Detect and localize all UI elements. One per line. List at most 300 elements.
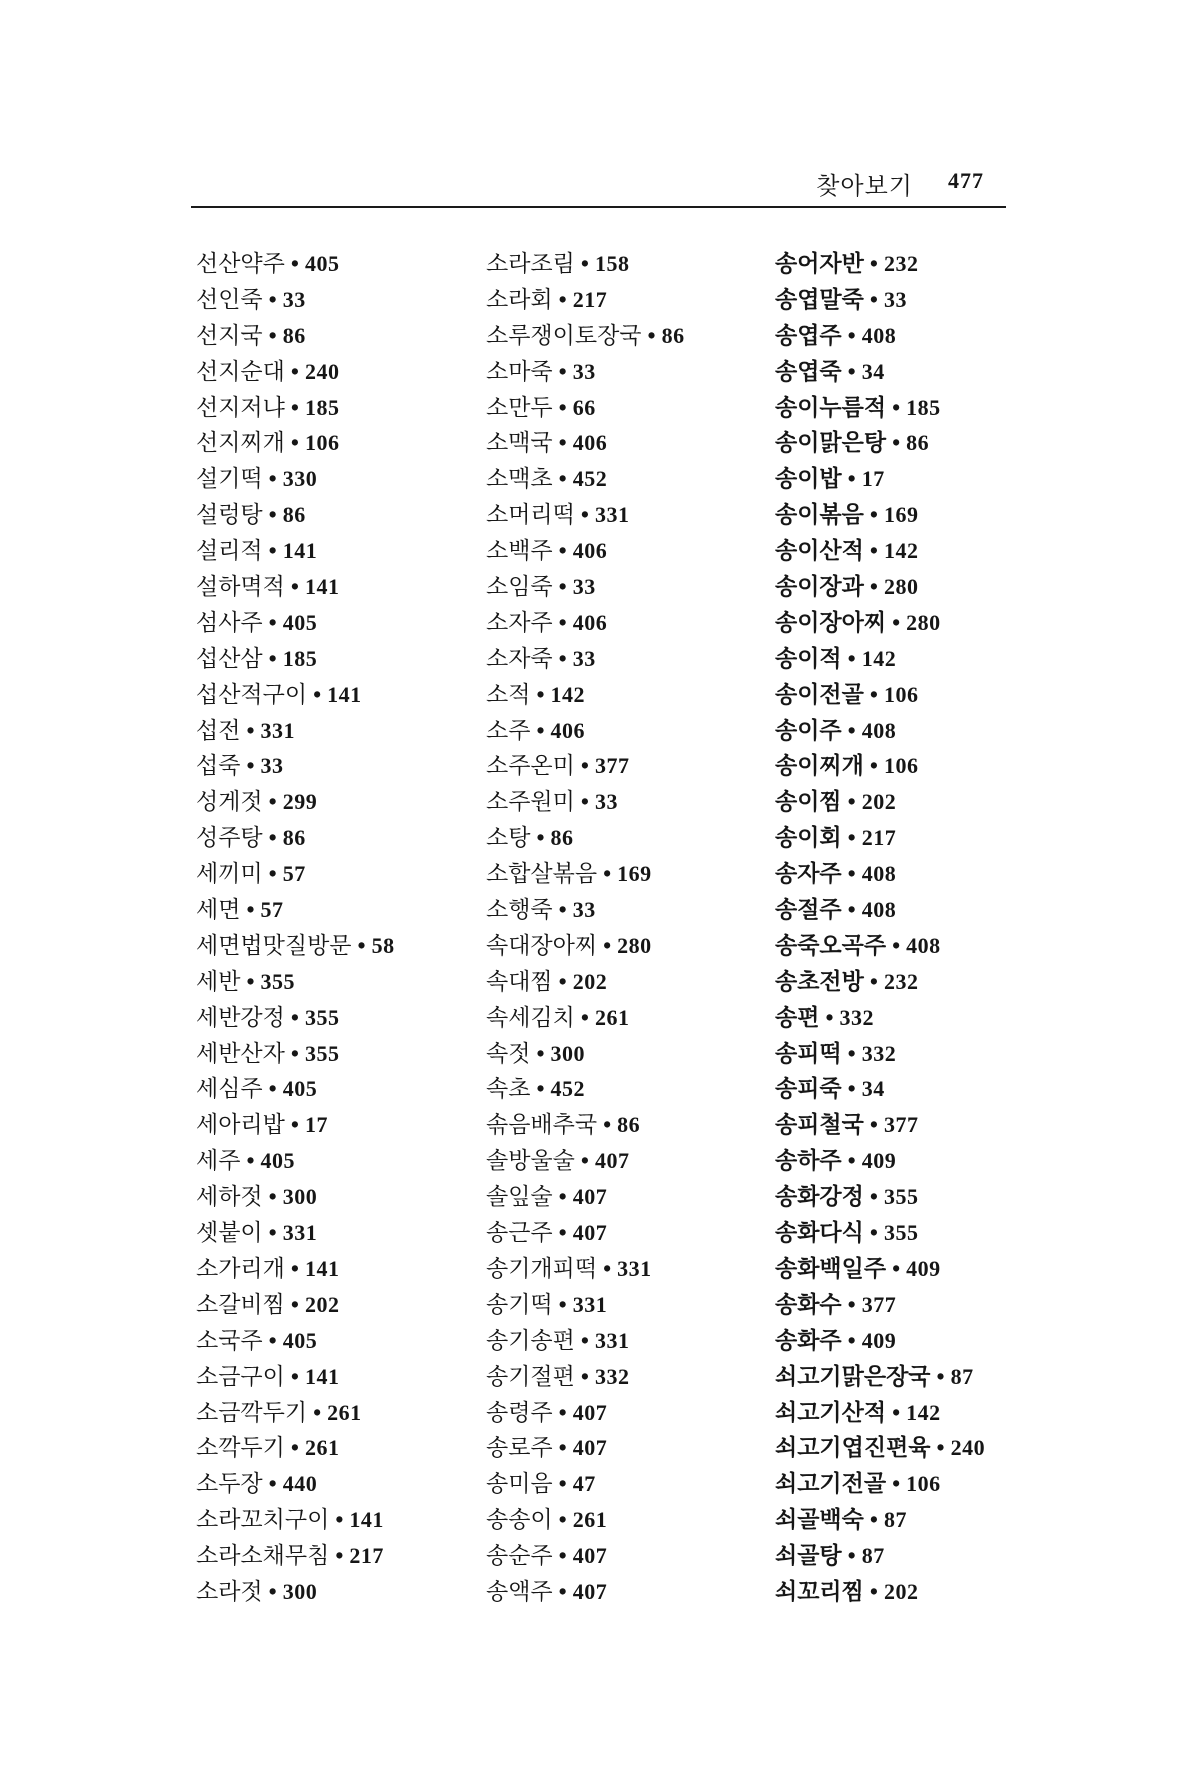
entry-separator: • (558, 538, 567, 564)
entry-page-number: 332 (839, 1004, 874, 1030)
entry-term: 선인죽 (196, 286, 263, 313)
entry-term: 섭전 (196, 717, 241, 744)
entry-separator: • (246, 753, 255, 779)
entry-page-number: 331 (260, 717, 295, 743)
entry-page-number: 141 (327, 681, 362, 707)
entry-page-number: 331 (594, 502, 630, 528)
entry-separator: • (847, 1040, 856, 1066)
entry-separator: • (580, 789, 589, 815)
index-entry (486, 1215, 685, 1251)
entry-page-number: 57 (260, 897, 284, 923)
entry-term: 쇠고기맑은장국 (775, 1362, 931, 1390)
entry-separator: • (536, 1040, 545, 1066)
entry-term: 설렁탕 (196, 502, 263, 529)
entry-page-number: 406 (572, 430, 608, 456)
entry-page-number: 407 (572, 1435, 608, 1461)
entry-separator: • (847, 1076, 856, 1102)
entry-page-number: 185 (906, 394, 941, 420)
entry-separator: • (847, 1148, 856, 1174)
index-entry (775, 390, 985, 426)
entry-separator: • (268, 1220, 277, 1246)
index-entry (486, 892, 685, 928)
index-entry (486, 856, 685, 892)
entry-separator: • (603, 932, 612, 958)
entry-term: 솔방울술 (486, 1148, 575, 1175)
entry-term: 소라젓 (196, 1578, 263, 1605)
entry-separator: • (357, 932, 366, 958)
section-title: 찾아보기 (816, 172, 913, 200)
index-entry (486, 605, 685, 641)
index-entry (486, 784, 685, 820)
entry-separator: • (290, 1291, 299, 1317)
entry-term: 소라소채무침 (196, 1543, 330, 1570)
entry-term: 송자주 (775, 860, 842, 888)
entry-term: 소갈비찜 (196, 1291, 285, 1318)
entry-separator: • (580, 1327, 589, 1353)
entry-page-number: 300 (282, 1184, 318, 1210)
entry-page-number: 280 (883, 574, 919, 600)
entry-separator: • (558, 1507, 567, 1533)
entry-term: 쇠고기산적 (775, 1398, 887, 1426)
entry-term: 송이볶음 (775, 501, 864, 529)
entry-page-number: 355 (304, 1004, 340, 1030)
index-entry (486, 1000, 685, 1036)
entry-term: 송어자반 (775, 250, 864, 277)
index-entry (486, 390, 685, 426)
index-entry (196, 1466, 395, 1502)
entry-separator: • (847, 645, 856, 671)
entry-term: 소가리개 (196, 1255, 285, 1282)
entry-page-number: 141 (304, 574, 340, 600)
index-entry (486, 677, 685, 713)
entry-separator: • (869, 1507, 878, 1533)
entry-separator: • (869, 681, 878, 707)
index-entry (486, 1287, 685, 1323)
entry-page-number: 332 (594, 1363, 630, 1389)
entry-term: 선지국 (196, 322, 263, 349)
entry-term: 송하주 (775, 1147, 842, 1175)
entry-separator: • (246, 717, 255, 743)
entry-separator: • (603, 1255, 612, 1281)
entry-page-number: 406 (572, 538, 608, 564)
entry-separator: • (246, 897, 255, 923)
entry-term: 솎음배추국 (486, 1112, 598, 1139)
entry-page-number: 355 (304, 1040, 340, 1066)
index-entry (486, 964, 685, 1000)
index-entry (775, 1323, 985, 1359)
index-entry (775, 748, 985, 784)
entry-separator: • (869, 1220, 878, 1246)
index-entry (775, 892, 985, 928)
entry-page-number: 232 (883, 968, 919, 994)
entry-separator: • (558, 1291, 567, 1317)
entry-term: 소맥초 (486, 466, 553, 493)
entry-term: 선지찌개 (196, 430, 285, 457)
entry-separator: • (869, 286, 878, 312)
index-entry (486, 1359, 685, 1395)
entry-separator: • (558, 430, 567, 456)
entry-separator: • (335, 1543, 344, 1569)
entry-page-number: 58 (371, 932, 395, 958)
entry-separator: • (313, 1399, 322, 1425)
index-entry (486, 1323, 685, 1359)
entry-term: 세끼미 (196, 861, 263, 888)
index-entry (486, 1502, 685, 1538)
entry-term: 쇠골탕 (775, 1542, 842, 1570)
entry-separator: • (268, 1578, 277, 1604)
entry-term: 송피죽 (775, 1075, 842, 1103)
index-entry (196, 461, 395, 497)
entry-page-number: 33 (572, 358, 596, 384)
entry-page-number: 33 (572, 897, 596, 923)
entry-page-number: 57 (282, 861, 306, 887)
entry-page-number: 330 (282, 466, 318, 492)
entry-term: 송화강정 (775, 1183, 864, 1211)
entry-separator: • (290, 1004, 299, 1030)
entry-term: 세면 (196, 897, 241, 924)
entry-page-number: 232 (883, 251, 919, 276)
entry-page-number: 141 (304, 1363, 340, 1389)
entry-term: 송엽죽 (775, 357, 842, 385)
entry-separator: • (892, 932, 901, 958)
entry-page-number: 355 (260, 968, 295, 994)
index-entry (486, 1395, 685, 1431)
entry-separator: • (580, 1148, 589, 1174)
entry-term: 세반산자 (196, 1040, 285, 1067)
entry-separator: • (892, 1255, 901, 1281)
index-entry (775, 1466, 985, 1502)
entry-page-number: 407 (572, 1399, 608, 1425)
entry-page-number: 33 (572, 645, 596, 671)
index-entry (775, 318, 985, 354)
entry-separator: • (268, 1184, 277, 1210)
entry-separator: • (869, 251, 878, 276)
entry-term: 송기송편 (486, 1327, 575, 1354)
entry-separator: • (847, 825, 856, 851)
entry-page-number: 17 (861, 466, 885, 492)
entry-page-number: 141 (349, 1507, 384, 1533)
index-entry (196, 246, 395, 282)
entry-term: 송이장과 (775, 573, 864, 601)
entry-term: 속초 (486, 1076, 531, 1103)
entry-page-number: 141 (304, 1255, 340, 1281)
index-entry (486, 246, 685, 282)
entry-term: 송기절편 (486, 1363, 575, 1390)
entry-term: 쇠고기엽진편육 (775, 1434, 931, 1462)
index-entry (196, 1323, 395, 1359)
entry-page-number: 34 (861, 358, 885, 384)
entry-term: 속젓 (486, 1040, 531, 1067)
entry-term: 설리적 (196, 538, 263, 565)
entry-term: 송이찌개 (775, 752, 864, 780)
index-entry (775, 246, 985, 282)
entry-separator: • (936, 1435, 945, 1461)
entry-term: 소만두 (486, 394, 553, 421)
index-entry (775, 497, 985, 533)
entry-page-number: 377 (883, 1112, 919, 1138)
entry-separator: • (847, 1291, 856, 1317)
entry-page-number: 407 (572, 1543, 608, 1569)
entry-page-number: 377 (594, 753, 630, 779)
index-entry (775, 1395, 985, 1431)
index-entry (775, 282, 985, 318)
index-column-2 (486, 246, 685, 1610)
index-entry (775, 928, 985, 964)
index-entry (486, 497, 685, 533)
index-entry (775, 1071, 985, 1107)
entry-term: 송편 (775, 1003, 820, 1031)
index-entry (486, 461, 685, 497)
entry-page-number: 34 (861, 1076, 885, 1102)
entry-page-number: 169 (617, 861, 652, 887)
entry-term: 송이주 (775, 716, 842, 744)
index-entry (196, 569, 395, 605)
entry-page-number: 217 (349, 1543, 384, 1569)
index-entry (196, 856, 395, 892)
entry-separator: • (847, 466, 856, 492)
entry-page-number: 66 (572, 394, 596, 420)
entry-term: 송죽오곡주 (775, 931, 887, 959)
index-entry (486, 318, 685, 354)
entry-separator: • (892, 1399, 901, 1425)
entry-term: 송엽말죽 (775, 285, 864, 313)
entry-term: 세하젓 (196, 1184, 263, 1211)
index-entry (775, 713, 985, 749)
entry-page-number: 87 (861, 1543, 885, 1569)
entry-separator: • (869, 502, 878, 528)
entry-term: 셋붙이 (196, 1220, 263, 1247)
index-entry (775, 856, 985, 892)
entry-page-number: 142 (861, 645, 897, 671)
entry-page-number: 106 (883, 753, 919, 779)
index-entry (486, 425, 685, 461)
index-entry (775, 605, 985, 641)
entry-term: 소주 (486, 717, 531, 744)
entry-term: 송피떡 (775, 1039, 842, 1067)
entry-page-number: 377 (861, 1291, 897, 1317)
entry-term: 소라회 (486, 286, 553, 313)
entry-term: 소임죽 (486, 574, 553, 601)
entry-term: 소두장 (196, 1471, 263, 1498)
index-entry (775, 461, 985, 497)
entry-page-number: 405 (260, 1148, 295, 1174)
entry-page-number: 202 (304, 1291, 340, 1317)
entry-page-number: 202 (572, 968, 608, 994)
entry-separator: • (869, 753, 878, 779)
entry-term: 세아리밥 (196, 1112, 285, 1139)
entry-term: 송이산적 (775, 537, 864, 565)
entry-page-number: 331 (617, 1255, 652, 1281)
entry-page-number: 33 (572, 574, 596, 600)
entry-page-number: 86 (282, 322, 306, 348)
entry-page-number: 106 (883, 681, 919, 707)
index-entry (775, 784, 985, 820)
entry-separator: • (558, 1184, 567, 1210)
entry-term: 세심주 (196, 1076, 263, 1103)
index-entry (486, 928, 685, 964)
entry-separator: • (580, 1363, 589, 1389)
index-entry (486, 1466, 685, 1502)
entry-page-number: 33 (282, 286, 306, 312)
entry-page-number: 355 (883, 1220, 919, 1246)
entry-term: 섭산삼 (196, 645, 263, 672)
page-number: 477 (948, 168, 984, 193)
entry-term: 소탕 (486, 825, 531, 852)
entry-page-number: 185 (304, 394, 340, 420)
entry-term: 세면법맛질방문 (196, 932, 352, 959)
entry-separator: • (869, 1112, 878, 1138)
entry-separator: • (558, 1220, 567, 1246)
entry-page-number: 17 (304, 1112, 328, 1138)
index-entry (486, 1179, 685, 1215)
entry-separator: • (558, 645, 567, 671)
index-entry (196, 390, 395, 426)
index-entry (196, 964, 395, 1000)
entry-page-number: 407 (594, 1148, 630, 1174)
entry-separator: • (268, 286, 277, 312)
entry-separator: • (536, 825, 545, 851)
index-entry (196, 605, 395, 641)
entry-separator: • (536, 717, 545, 743)
entry-separator: • (558, 358, 567, 384)
entry-term: 선산약주 (196, 251, 285, 277)
entry-page-number: 407 (572, 1578, 608, 1604)
index-entry (196, 748, 395, 784)
entry-page-number: 141 (282, 538, 318, 564)
index-entry (775, 677, 985, 713)
index-entry (196, 533, 395, 569)
entry-term: 솔잎술 (486, 1184, 553, 1211)
entry-page-number: 261 (572, 1507, 608, 1533)
entry-term: 송화백일주 (775, 1254, 887, 1282)
entry-page-number: 185 (282, 645, 318, 671)
entry-term: 송기떡 (486, 1291, 553, 1318)
entry-term: 섬사주 (196, 609, 263, 636)
index-entry (196, 1287, 395, 1323)
entry-term: 성게젓 (196, 789, 263, 816)
entry-term: 소주온미 (486, 753, 575, 780)
entry-page-number: 409 (861, 1327, 897, 1353)
entry-separator: • (580, 753, 589, 779)
entry-separator: • (847, 1327, 856, 1353)
index-entry (775, 1107, 985, 1143)
entry-term: 송엽주 (775, 321, 842, 349)
index-entry (196, 928, 395, 964)
entry-term: 소머리떡 (486, 502, 575, 529)
entry-term: 소루쟁이토장국 (486, 322, 642, 349)
entry-page-number: 332 (861, 1040, 897, 1066)
entry-separator: • (290, 394, 299, 420)
entry-page-number: 261 (304, 1435, 340, 1461)
index-entry (486, 533, 685, 569)
entry-separator: • (268, 322, 277, 348)
entry-term: 송이적 (775, 644, 842, 672)
entry-separator: • (268, 1327, 277, 1353)
index-entry (486, 1071, 685, 1107)
index-entry (196, 1574, 395, 1610)
entry-separator: • (290, 1363, 299, 1389)
entry-term: 쇠고기전골 (775, 1470, 887, 1498)
entry-term: 속세김치 (486, 1004, 575, 1031)
index-entry (196, 425, 395, 461)
entry-term: 세반 (196, 968, 241, 995)
entry-separator: • (268, 645, 277, 671)
entry-separator: • (647, 322, 656, 348)
index-entry (196, 820, 395, 856)
entry-page-number: 408 (906, 932, 941, 958)
entry-term: 송액주 (486, 1578, 553, 1605)
entry-term: 송화주 (775, 1326, 842, 1354)
entry-separator: • (558, 394, 567, 420)
entry-page-number: 406 (550, 717, 585, 743)
entry-term: 송이찜 (775, 788, 842, 816)
entry-separator: • (869, 1184, 878, 1210)
entry-term: 송초전방 (775, 967, 864, 995)
entry-page-number: 331 (572, 1291, 608, 1317)
entry-term: 세반강정 (196, 1004, 285, 1031)
entry-separator: • (558, 897, 567, 923)
index-entry (196, 784, 395, 820)
entry-term: 설기떡 (196, 466, 263, 493)
index-entry (196, 497, 395, 533)
entry-separator: • (847, 861, 856, 887)
index-entry (486, 1538, 685, 1574)
entry-page-number: 300 (550, 1040, 585, 1066)
entry-term: 선지순대 (196, 358, 285, 385)
entry-separator: • (847, 717, 856, 743)
entry-separator: • (847, 1543, 856, 1569)
index-entry (196, 1143, 395, 1179)
index-entry (196, 1036, 395, 1072)
entry-separator: • (536, 681, 545, 707)
entry-term: 송순주 (486, 1543, 553, 1570)
entry-page-number: 33 (260, 753, 284, 779)
entry-separator: • (290, 574, 299, 600)
entry-term: 송피철국 (775, 1111, 864, 1139)
entry-term: 속대장아찌 (486, 932, 598, 959)
index-entry (775, 1000, 985, 1036)
entry-term: 송미음 (486, 1471, 553, 1498)
index-entry (775, 1538, 985, 1574)
index-entry (486, 282, 685, 318)
entry-page-number: 261 (594, 1004, 630, 1030)
entry-page-number: 408 (861, 322, 897, 348)
entry-page-number: 202 (861, 789, 897, 815)
entry-page-number: 240 (950, 1435, 986, 1461)
index-entry (486, 748, 685, 784)
entry-separator: • (268, 1076, 277, 1102)
entry-page-number: 33 (594, 789, 618, 815)
entry-term: 소금깍두기 (196, 1399, 308, 1426)
entry-separator: • (847, 789, 856, 815)
entry-separator: • (335, 1507, 344, 1533)
entry-separator: • (268, 789, 277, 815)
entry-separator: • (313, 681, 322, 707)
index-entry (486, 1143, 685, 1179)
entry-separator: • (246, 1148, 255, 1174)
entry-separator: • (892, 394, 901, 420)
index-entry (775, 1430, 985, 1466)
entry-page-number: 217 (572, 286, 608, 312)
entry-separator: • (825, 1004, 834, 1030)
entry-term: 송이맑은탕 (775, 429, 887, 457)
entry-term: 쇠꼬리찜 (775, 1577, 864, 1605)
index-entry (196, 1395, 395, 1431)
index-entry (196, 1430, 395, 1466)
index-entry (775, 641, 985, 677)
entry-page-number: 87 (950, 1363, 974, 1389)
entry-page-number: 86 (550, 825, 574, 851)
